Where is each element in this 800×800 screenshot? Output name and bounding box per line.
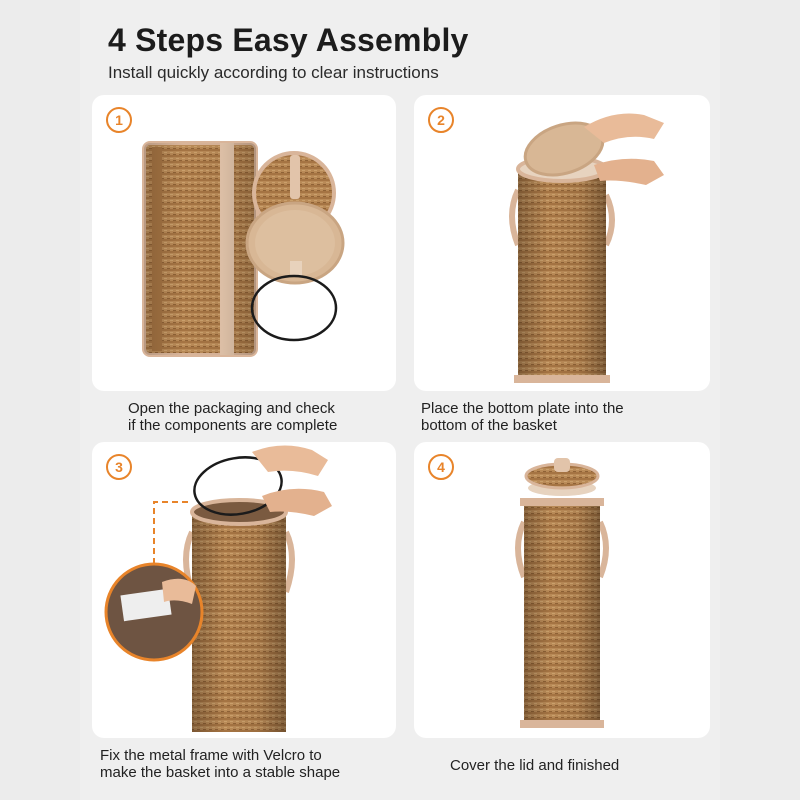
step-1-caption-line1: Open the packaging and check xyxy=(128,400,335,417)
step-4-card xyxy=(414,442,710,738)
step-3-illustration xyxy=(92,442,396,738)
step-4-number-icon: 4 xyxy=(428,454,454,480)
step-1-card xyxy=(92,95,396,391)
step-2-number-icon: 2 xyxy=(428,107,454,133)
step-4-caption xyxy=(450,757,619,774)
step-1-caption xyxy=(128,400,337,434)
step-2-caption xyxy=(421,400,624,434)
page-subtitle: Install quickly according to clear instructions xyxy=(108,63,439,82)
step-2-illustration xyxy=(414,95,710,391)
step-4-caption-line1: Cover the lid and finished xyxy=(450,757,620,774)
step-4-illustration xyxy=(414,442,710,738)
step-2-card xyxy=(414,95,710,391)
step-3-caption-line1: Fix the metal frame with Velcro to xyxy=(100,747,322,764)
step-2-caption-line1: Place the bottom plate into the xyxy=(421,400,624,417)
step-1-illustration xyxy=(92,95,396,391)
step-1-caption-line2: if the components are complete xyxy=(128,417,338,434)
step-3-number-icon: 3 xyxy=(106,454,132,480)
step-3-card xyxy=(92,442,396,738)
step-3-caption-line2: make the basket into a stable shape xyxy=(100,764,341,781)
step-2-caption-line2: bottom of the basket xyxy=(421,417,557,434)
step-1-number-icon: 1 xyxy=(106,107,132,133)
step-3-caption xyxy=(100,747,340,781)
page-title: 4 Steps Easy Assembly xyxy=(108,22,469,58)
